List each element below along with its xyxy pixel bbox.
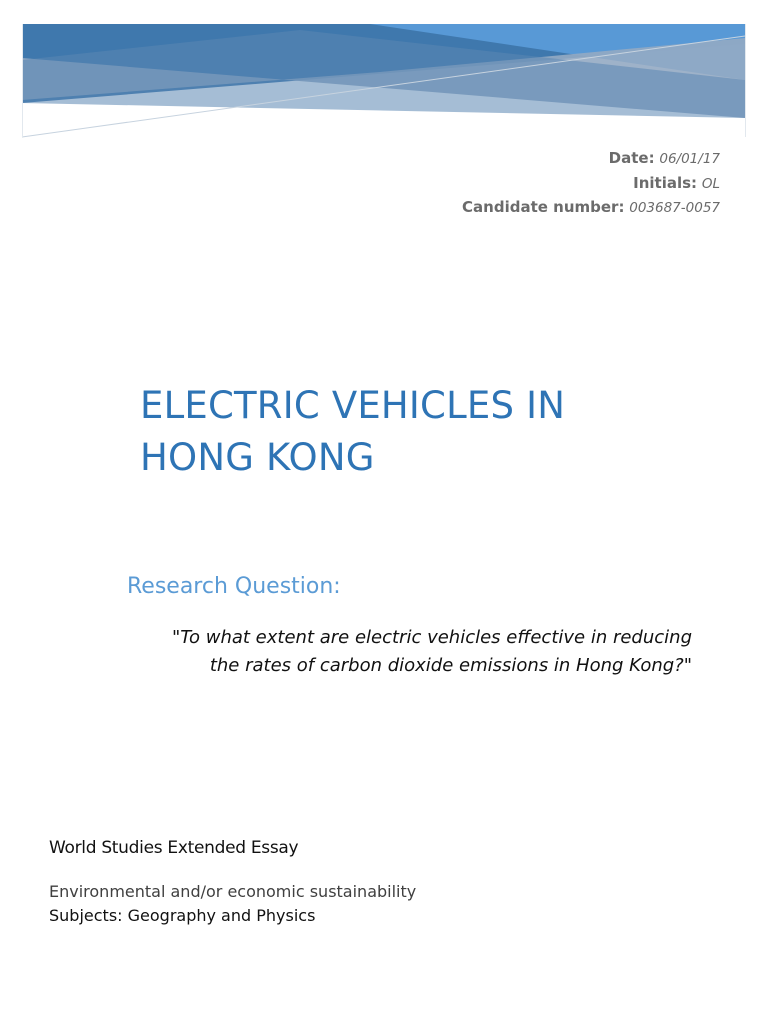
research-question-line-1: "To what extent are electric vehicles effective in reducing bbox=[171, 627, 692, 648]
date-label: Date bbox=[608, 149, 649, 167]
candidate-value: 003687-0057 bbox=[629, 200, 720, 216]
date-value: 06/01/17 bbox=[659, 151, 720, 167]
research-question-text bbox=[140, 624, 692, 680]
date-line: Date: 06/01/17 bbox=[608, 149, 720, 167]
document-title bbox=[140, 380, 565, 484]
title-line-1: ELECTRIC VEHICLES IN bbox=[140, 384, 566, 427]
essay-type: World Studies Extended Essay bbox=[49, 838, 299, 858]
candidate-label: Candidate number: bbox=[462, 198, 625, 216]
initials-line bbox=[462, 172, 720, 197]
research-question-heading: Research Question: bbox=[127, 574, 341, 599]
cover-metadata bbox=[462, 147, 720, 221]
header-banner bbox=[0, 0, 768, 150]
research-question-line-2: the rates of carbon dioxide emissions in Hong Kong?" bbox=[209, 655, 692, 676]
title-line-2: HONG KONG bbox=[140, 436, 375, 479]
candidate-line bbox=[462, 196, 720, 221]
initials-value: OL bbox=[701, 175, 720, 192]
initials-label: Initials: bbox=[633, 173, 698, 192]
sustainability-topic: Environmental and/or economic sustainability bbox=[49, 882, 417, 901]
subjects-line: Subjects: Geography and Physics bbox=[49, 906, 316, 925]
